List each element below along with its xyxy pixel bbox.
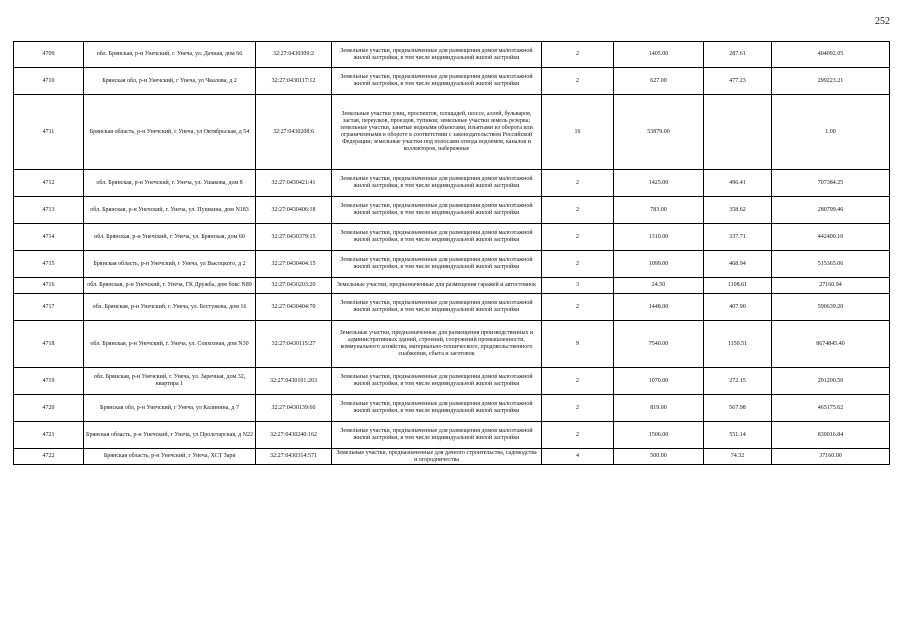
land-use-type-cell: Земельные участки улиц, проспектов, площадей, шоссе, аллей, бульваров, застав, переулков, проездов, тупиков; земельные участки земель резерва; земельные участки, занятые водными объектами, изъятыми из оборота или ограниченными в обороте в соответствии с законодательством Российской Федерации; земельные участки под полосами отвода водоемов, каналов и коллекторов, набережные (332, 95, 542, 170)
use-group-number-cell: 2 (542, 251, 614, 278)
land-use-type-cell: Земельные участки, предназначенные для размещения домов малоэтажной жилой застройки, в том числе индивидуальной жилой застройки (332, 68, 542, 95)
row-number-cell: 4709 (14, 42, 84, 68)
table-row (14, 449, 890, 465)
row-number-cell: 4719 (14, 368, 84, 395)
area-value-cell: 1448.00 (614, 294, 704, 321)
address-cell: обл. Брянская, р-н Унечский, г. Унеча, ул. Заречная, дом 32, квартира 1 (84, 368, 256, 395)
specific-value-cell: 74.32 (704, 449, 772, 465)
table-row (14, 422, 890, 449)
table-row (14, 278, 890, 294)
row-number-cell: 4715 (14, 251, 84, 278)
use-group-number-cell: 2 (542, 197, 614, 224)
table-row (14, 368, 890, 395)
specific-value-cell: 567.98 (704, 395, 772, 422)
table-row (14, 170, 890, 197)
cadastral-number-cell: 32:27:0430309:2 (256, 42, 332, 68)
cadastral-value-cell: 707384.25 (772, 170, 890, 197)
specific-value-cell: 1150.51 (704, 321, 772, 368)
land-use-type-cell: Земельные участки, предназначенные для дачного строительства, садоводства и огородничества (332, 449, 542, 465)
specific-value-cell: 272.15 (704, 368, 772, 395)
use-group-number-cell: 2 (542, 68, 614, 95)
land-use-type-cell: Земельные участки, предназначенные для размещения домов малоэтажной жилой застройки, в том числе индивидуальной жилой застройки (332, 368, 542, 395)
area-value-cell: 783.00 (614, 197, 704, 224)
row-number-cell: 4718 (14, 321, 84, 368)
cadastral-value-cell: 37160.00 (772, 449, 890, 465)
specific-value-cell: 287.61 (704, 42, 772, 68)
cadastral-value-cell: 280799.46 (772, 197, 890, 224)
row-number-cell: 4716 (14, 278, 84, 294)
use-group-number-cell: 4 (542, 449, 614, 465)
use-group-number-cell: 2 (542, 395, 614, 422)
land-use-type-cell: Земельные участки, предназначенные для размещения производственных и административных зданий, строений, сооружений промышленности, коммунального хозяйства, материально-технического, продовольственного снабжения, сбыта и заготовок (332, 321, 542, 368)
area-value-cell: 1310.00 (614, 224, 704, 251)
area-value-cell: 1506.00 (614, 422, 704, 449)
cadastral-number-cell: 32:27:0430240:162 (256, 422, 332, 449)
table-row (14, 68, 890, 95)
cadastral-value-cell: 27160.94 (772, 278, 890, 294)
cadastral-number-cell: 32:27:0430208:6 (256, 95, 332, 170)
table-row (14, 321, 890, 368)
row-number-cell: 4721 (14, 422, 84, 449)
row-number-cell: 4717 (14, 294, 84, 321)
cadastral-number-cell: 32:27:0430139:60 (256, 395, 332, 422)
table-body (14, 42, 890, 465)
cadastral-value-table (13, 41, 890, 465)
address-cell: обл. Брянская, р-н Унечский, г. Унеча, ГК Дружба, дом бокс N89 (84, 278, 256, 294)
page-number: 252 (875, 16, 890, 27)
address-cell: Брянская область, р-н Унечский, г Унеча, ул Октябрьская, д 54 (84, 95, 256, 170)
address-cell: обл. Брянская, р-н Унечский, г. Унеча, ул. Совхозная, дом N30 (84, 321, 256, 368)
area-value-cell: 819.00 (614, 395, 704, 422)
land-use-type-cell: Земельные участки, предназначенные для размещения домов малоэтажной жилой застройки, в том числе индивидуальной жилой застройки (332, 395, 542, 422)
address-cell: Брянская обл, р-н Унечский, г Унеча, ул Чкалова, д 2 (84, 68, 256, 95)
use-group-number-cell: 16 (542, 95, 614, 170)
use-group-number-cell: 2 (542, 422, 614, 449)
cadastral-value-cell: 465175.62 (772, 395, 890, 422)
land-use-type-cell: Земельные участки, предназначенные для размещения домов малоэтажной жилой застройки, в том числе индивидуальной жилой застройки (332, 170, 542, 197)
use-group-number-cell: 2 (542, 42, 614, 68)
cadastral-value-cell: 299223.21 (772, 68, 890, 95)
area-value-cell: 627.00 (614, 68, 704, 95)
use-group-number-cell: 2 (542, 368, 614, 395)
area-value-cell: 1070.00 (614, 368, 704, 395)
specific-value-cell: 407.90 (704, 294, 772, 321)
specific-value-cell: 477.23 (704, 68, 772, 95)
address-cell: Брянская область, р-н Унечский, г Унеча, ул Высоцкого, д 2 (84, 251, 256, 278)
land-use-type-cell: Земельные участки, предназначенные для размещения домов малоэтажной жилой застройки, в том числе индивидуальной жилой застройки (332, 294, 542, 321)
address-cell: Брянская область, р-н Унечский, г Унеча, ХСТ Заря (84, 449, 256, 465)
land-use-type-cell: Земельные участки, предназначенные для размещения домов малоэтажной жилой застройки, в том числе индивидуальной жилой застройки (332, 42, 542, 68)
specific-value-cell: 468.94 (704, 251, 772, 278)
cadastral-value-cell: 442400.10 (772, 224, 890, 251)
cadastral-value-cell: 590639.20 (772, 294, 890, 321)
area-value-cell: 53879.00 (614, 95, 704, 170)
cadastral-number-cell: 32:27:0430404:70 (256, 294, 332, 321)
use-group-number-cell: 9 (542, 321, 614, 368)
cadastral-number-cell: 32:27:0430404:15 (256, 251, 332, 278)
land-use-type-cell: Земельные участки, предназначенные для размещения домов малоэтажной жилой застройки, в том числе индивидуальной жилой застройки (332, 422, 542, 449)
address-cell: обл. Брянская, р-н Унечский, г. Унеча, ул. Брянская, дом 60 (84, 224, 256, 251)
address-cell: обл. Брянская, р-н Унечский, г. Унеча, ул. Ушакова, дом 8 (84, 170, 256, 197)
specific-value-cell (704, 95, 772, 170)
row-number-cell: 4712 (14, 170, 84, 197)
area-value-cell: 1405.00 (614, 42, 704, 68)
specific-value-cell: 358.62 (704, 197, 772, 224)
use-group-number-cell: 3 (542, 278, 614, 294)
table-row (14, 251, 890, 278)
area-value-cell: 1425.00 (614, 170, 704, 197)
cadastral-number-cell: 32:27:0430406:18 (256, 197, 332, 224)
table-row (14, 42, 890, 68)
address-cell: обл. Брянская, р-н Унечский, г. Унеча, ул. Дачная, дом 66 (84, 42, 256, 68)
area-value-cell: 1099.00 (614, 251, 704, 278)
address-cell: Брянская обл, р-н Унечский, г Унеча, ул Калинина, д 7 (84, 395, 256, 422)
use-group-number-cell: 2 (542, 294, 614, 321)
use-group-number-cell: 2 (542, 170, 614, 197)
table-row (14, 224, 890, 251)
cadastral-value-cell: 291200.50 (772, 368, 890, 395)
cadastral-number-cell: 32:27:0430421:41 (256, 170, 332, 197)
specific-value-cell: 1108.61 (704, 278, 772, 294)
land-use-type-cell: Земельные участки, предназначенные для размещения домов малоэтажной жилой застройки, в том числе индивидуальной жилой застройки (332, 224, 542, 251)
cadastral-value-cell: 515365.06 (772, 251, 890, 278)
row-number-cell: 4720 (14, 395, 84, 422)
cadastral-value-cell: 8674845.40 (772, 321, 890, 368)
row-number-cell: 4722 (14, 449, 84, 465)
specific-value-cell: 337.71 (704, 224, 772, 251)
area-value-cell: 500.00 (614, 449, 704, 465)
land-use-type-cell: Земельные участки, предназначенные для размещения домов малоэтажной жилой застройки, в том числе индивидуальной жилой застройки (332, 251, 542, 278)
row-number-cell: 4711 (14, 95, 84, 170)
address-cell: обл. Брянская, р-н Унечский, г. Унеча, ул. Пушкина, дом N183 (84, 197, 256, 224)
specific-value-cell: 551.14 (704, 422, 772, 449)
row-number-cell: 4714 (14, 224, 84, 251)
cadastral-value-cell: 830016.84 (772, 422, 890, 449)
land-use-type-cell: Земельные участки, предназначенные для размещения гаражей и автостоянок (332, 278, 542, 294)
cadastral-number-cell: 32:27:0430101:263 (256, 368, 332, 395)
cadastral-number-cell: 32:27:0430314:571 (256, 449, 332, 465)
table-row (14, 197, 890, 224)
area-value-cell: 7540.00 (614, 321, 704, 368)
row-number-cell: 4713 (14, 197, 84, 224)
cadastral-number-cell: 32:27:0430203:20 (256, 278, 332, 294)
cadastral-number-cell: 32:27:0430379:15 (256, 224, 332, 251)
address-cell: обл. Брянская, р-н Унечский, г. Унеча, ул. Бестужева, дом 16 (84, 294, 256, 321)
address-cell: Брянская область, р-н Унечский, г Унеча, ул Пролетарская, д N22 (84, 422, 256, 449)
cadastral-value-cell: 1.00 (772, 95, 890, 170)
table-row (14, 95, 890, 170)
use-group-number-cell: 2 (542, 224, 614, 251)
specific-value-cell: 496.41 (704, 170, 772, 197)
land-use-type-cell: Земельные участки, предназначенные для размещения домов малоэтажной жилой застройки, в том числе индивидуальной жилой застройки (332, 197, 542, 224)
table-row (14, 395, 890, 422)
table-row (14, 294, 890, 321)
cadastral-number-cell: 32:27:0430117:12 (256, 68, 332, 95)
cadastral-value-cell: 404092.05 (772, 42, 890, 68)
cadastral-number-cell: 32:27:0430115:27 (256, 321, 332, 368)
area-value-cell: 24.50 (614, 278, 704, 294)
row-number-cell: 4710 (14, 68, 84, 95)
